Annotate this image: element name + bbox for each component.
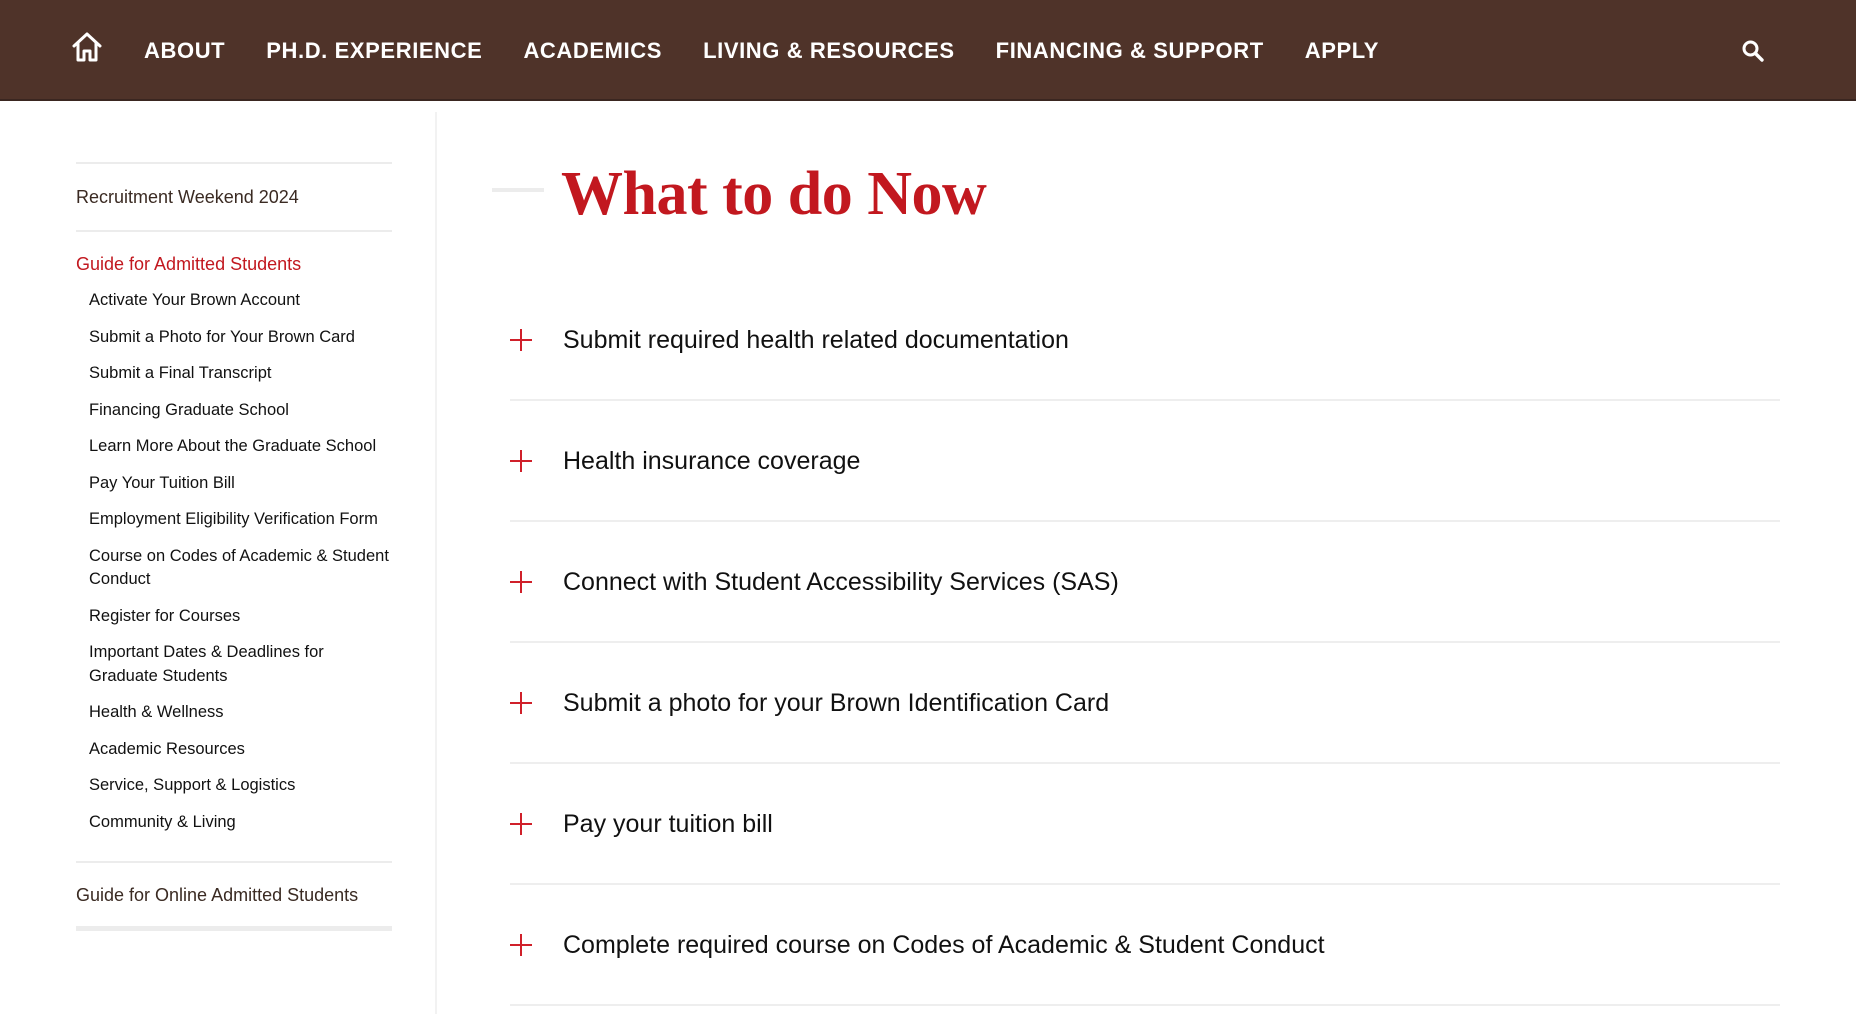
search-icon[interactable] xyxy=(1740,38,1766,64)
sidebar-item-submit-photo[interactable]: Submit a Photo for Your Brown Card xyxy=(89,327,355,346)
sidebar-item-health-wellness[interactable]: Health & Wellness xyxy=(89,703,224,721)
sidebar-item-learn-more[interactable]: Learn More About the Graduate School xyxy=(89,437,377,455)
accordion-item[interactable] xyxy=(510,643,1780,764)
sidebar-item-academic-resources[interactable]: Academic Resources xyxy=(89,739,245,758)
plus-icon[interactable] xyxy=(510,329,532,351)
nav-item-financing-support[interactable]: FINANCING & SUPPORT xyxy=(995,37,1264,63)
sidebar-link-recruitment-weekend[interactable]: Recruitment Weekend 2024 xyxy=(76,187,299,207)
sidebar-item-final-transcript[interactable]: Submit a Final Transcript xyxy=(89,364,272,382)
sidebar-link-online-admitted[interactable]: Guide for Online Admitted Students xyxy=(76,885,359,905)
accordion xyxy=(510,280,1780,1006)
sidebar-item-community-living[interactable]: Community & Living xyxy=(89,812,236,831)
nav-item-phd-experience[interactable]: PH.D. EXPERIENCE xyxy=(266,37,483,63)
plus-icon[interactable] xyxy=(510,692,532,714)
sidebar-item-codes-course[interactable]: Course on Codes of Academic & Student Conduct xyxy=(89,546,389,588)
accordion-item-label[interactable]: Pay your tuition bill xyxy=(563,810,773,838)
sidebar-item-activate-account[interactable]: Activate Your Brown Account xyxy=(89,291,300,309)
accordion-item[interactable] xyxy=(510,401,1780,522)
sidebar xyxy=(76,162,392,931)
page-title: What to do Now xyxy=(561,160,987,228)
sidebar-divider xyxy=(76,926,392,931)
sidebar-item-important-dates[interactable]: Important Dates & Deadlines for Graduate Students xyxy=(89,643,324,685)
accordion-item[interactable] xyxy=(510,764,1780,885)
accordion-item-label[interactable]: Submit a photo for your Brown Identification Card xyxy=(563,689,1110,717)
plus-icon[interactable] xyxy=(510,450,532,472)
sidebar-item-financing[interactable]: Financing Graduate School xyxy=(89,400,289,419)
nav-item-living-resources[interactable]: LIVING & RESOURCES xyxy=(703,37,955,63)
accordion-item-label[interactable]: Connect with Student Accessibility Services (SAS) xyxy=(563,568,1119,596)
sidebar-section-guide-admitted[interactable]: Guide for Admitted Students xyxy=(76,254,302,274)
accordion-item-label[interactable]: Health insurance coverage xyxy=(563,447,861,475)
sidebar-item-pay-tuition[interactable]: Pay Your Tuition Bill xyxy=(89,473,235,492)
top-navigation-bar xyxy=(0,0,1856,101)
accordion-item[interactable] xyxy=(510,280,1780,401)
title-dash xyxy=(492,188,544,192)
nav-item-apply[interactable]: APPLY xyxy=(1304,37,1380,63)
plus-icon[interactable] xyxy=(510,934,532,956)
accordion-item-label[interactable]: Submit required health related documentation xyxy=(563,326,1069,354)
column-divider xyxy=(435,112,437,1014)
nav-item-academics[interactable]: ACADEMICS xyxy=(523,37,663,63)
main-nav xyxy=(144,0,1420,101)
sidebar-item-register-courses[interactable]: Register for Courses xyxy=(89,606,241,625)
sidebar-item-service-support[interactable]: Service, Support & Logistics xyxy=(89,776,296,794)
sidebar-subnav xyxy=(76,283,392,861)
plus-icon[interactable] xyxy=(510,813,532,835)
plus-icon[interactable] xyxy=(510,571,532,593)
accordion-item-label[interactable]: Complete required course on Codes of Academic & Student Conduct xyxy=(563,931,1325,959)
sidebar-item-employment-verification[interactable]: Employment Eligibility Verification Form xyxy=(89,510,378,528)
accordion-item[interactable] xyxy=(510,522,1780,643)
home-icon[interactable] xyxy=(70,30,104,64)
nav-item-about[interactable]: ABOUT xyxy=(144,37,226,63)
accordion-item[interactable] xyxy=(510,885,1780,1006)
